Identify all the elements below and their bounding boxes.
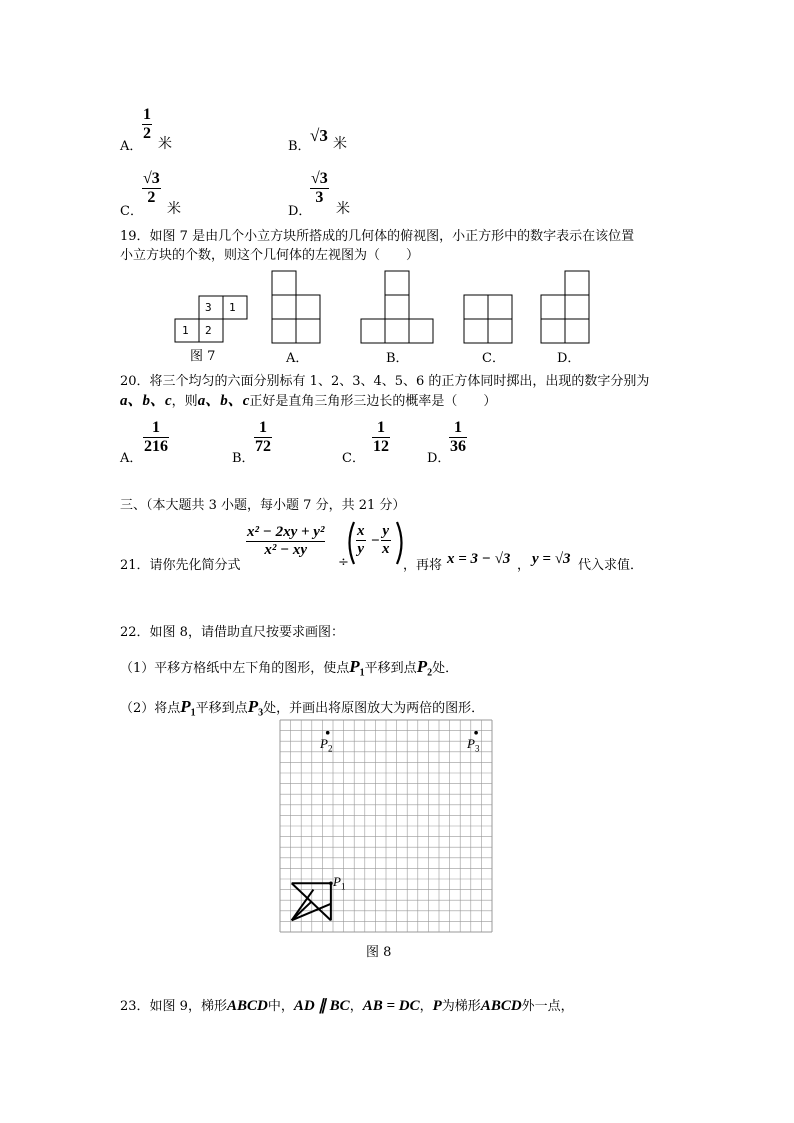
- option-label-c: C．: [482, 351, 505, 366]
- point-p2: [326, 731, 330, 735]
- y-expression: y = √3: [532, 551, 571, 567]
- division-sign: ÷: [338, 555, 349, 570]
- fig7-caption: 图 7: [190, 349, 216, 364]
- q22-part2: （2）将点$P_1$平移到点$P_3$处，并画出将原图放大为两倍的图形．: [120, 697, 485, 719]
- unit: 米: [167, 201, 181, 217]
- variables: a、b、c: [120, 393, 172, 409]
- option-label: C．: [342, 451, 365, 466]
- q19-line1: 19．如图 7 是由几个小立方块所搭成的几何体的俯视图，小正方形中的数字表示在该位置: [120, 229, 635, 244]
- text: 正好是直角三角形三边长的概率是（ ）: [249, 394, 497, 409]
- comma: ，: [517, 558, 531, 573]
- option-label: D．: [427, 451, 451, 466]
- original-shape: [292, 883, 331, 920]
- fig8-caption: 图 8: [366, 945, 392, 960]
- label-p3: $P_3$: [467, 736, 480, 754]
- unit: 米: [158, 136, 172, 152]
- label-p2: $P_2$: [320, 736, 333, 754]
- text: ，则: [171, 394, 198, 409]
- minus-sign: −: [371, 533, 380, 549]
- grid-number: 2: [205, 324, 212, 337]
- q21-prefix: 21．请你先化简分式: [120, 558, 241, 573]
- q21-then: ，再将: [403, 558, 443, 573]
- option-label-d: D．: [557, 351, 581, 366]
- section-heading: 三、（本大题共 3 小题，每小题 7 分，共 21 分）: [120, 498, 406, 513]
- fraction: $\frac{1}{12}$: [373, 419, 389, 455]
- fraction: $\frac{1}{36}$: [450, 419, 466, 455]
- sqrt-expr: √3: [310, 126, 328, 145]
- option-label: A．: [120, 139, 143, 154]
- q21-main-fraction: $\frac{\text{x² − 2xy + y²}}{\text{x² − xy}}$: [247, 524, 325, 558]
- q23-line: 23．如图 9，梯形ABCD中，AD ∥ BC，AB = DC，P为梯形ABCD外一点，: [120, 998, 574, 1014]
- point-p3: [474, 731, 478, 735]
- grid-number: 3: [205, 301, 212, 314]
- option-label: D．: [288, 204, 312, 219]
- fraction: $\frac{1}{72}$: [255, 419, 271, 455]
- grid-number: 1: [229, 301, 236, 314]
- q22-part1: （1）平移方格纸中左下角的图形，使点$P_1$平移到点$P_2$处．: [120, 657, 459, 679]
- q22-intro: 22．如图 8，请借助直尺按要求画图：: [120, 625, 344, 640]
- fraction: $\frac{√3}{2}$: [143, 170, 160, 206]
- option-label: C．: [120, 204, 143, 219]
- unit: 米: [333, 136, 347, 152]
- inner-fraction-2: $\frac{y}{x}$: [382, 523, 390, 557]
- variables: a、b、c: [197, 393, 250, 409]
- q20-line1: 20．将三个均匀的六面分别标有 1、2、3、4、5、6 的正方体同时掷出，出现的数字分别为: [120, 374, 650, 389]
- fraction: $\frac{√3}{3}$: [311, 170, 328, 206]
- x-expression: x = 3 − √3: [447, 551, 511, 567]
- grid-number: 1: [182, 324, 189, 337]
- option-label-a: A．: [286, 351, 309, 366]
- option-label: B．: [288, 139, 311, 154]
- inner-fraction-1: $\frac{x}{y}$: [357, 523, 365, 557]
- fraction: $\frac{1}{2}$: [143, 106, 151, 142]
- label-p1: $P_1$: [333, 874, 346, 892]
- option-label-b: B．: [386, 351, 409, 366]
- unit: 米: [336, 201, 350, 217]
- fraction: $\frac{1}{216}$: [144, 419, 168, 455]
- q19-line2: 小立方块的个数，则这个几何体的左视图为（ ）: [120, 248, 420, 263]
- q21-suffix: 代入求值．: [578, 558, 644, 573]
- option-label: A．: [120, 451, 143, 466]
- option-label: B．: [232, 451, 255, 466]
